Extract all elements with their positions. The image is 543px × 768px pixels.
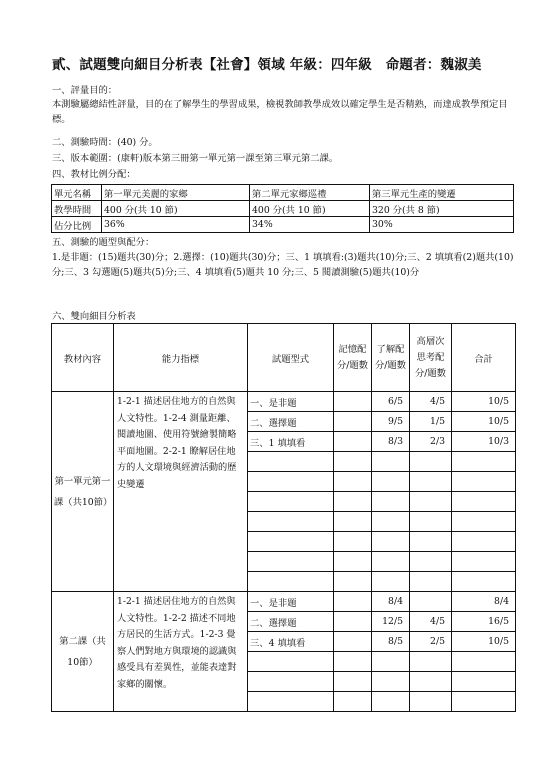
empty-cell xyxy=(334,572,372,592)
empty-cell xyxy=(410,512,452,532)
empty-cell xyxy=(248,492,334,512)
empty-cell xyxy=(334,532,372,552)
empty-cell xyxy=(372,672,410,692)
empty-cell xyxy=(248,672,334,692)
empty-cell xyxy=(372,492,410,512)
item-higher: 4/5 xyxy=(410,392,452,412)
table-header-row xyxy=(52,324,516,392)
empty-cell xyxy=(372,552,410,572)
section-ratio-heading: 四、教材比例分配： xyxy=(52,169,136,180)
empty-cell xyxy=(410,472,452,492)
empty-cell xyxy=(248,652,334,672)
item-type: 二、選擇題 xyxy=(248,612,334,632)
item-higher: 4/5 xyxy=(410,612,452,632)
empty-cell xyxy=(452,512,516,532)
table-cell: 教學時間 xyxy=(52,201,102,217)
table-row xyxy=(52,217,514,233)
empty-cell xyxy=(248,472,334,492)
item-type: 一、是非題 xyxy=(248,392,334,412)
section-types-text: 1.是非題：(15)題共(30)分；2.選擇：(10)題共(30)分；三、1 填填看:(3)題共(10)分;三、2 填填看(2)題共(10)分;三、3 勾選題(5)題共(5)分;三、4 填填看(5)題共 10 分;三、5 閱讀測驗(5)題共(10)分 xyxy=(52,252,514,278)
empty-cell xyxy=(372,652,410,672)
item-total: 16/5 xyxy=(452,612,516,632)
header-ability: 能力指標 xyxy=(114,324,248,392)
item-memory xyxy=(334,432,372,452)
item-type: 一、是非題 xyxy=(248,592,334,612)
header-memory: 記憶配分/題數 xyxy=(334,324,372,392)
header-understand: 了解配分/題數 xyxy=(372,324,410,392)
empty-cell xyxy=(334,652,372,672)
header-content: 教材內容 xyxy=(52,324,114,392)
empty-cell xyxy=(410,452,452,472)
item-type: 三、1 填填看 xyxy=(248,432,334,452)
empty-cell xyxy=(372,532,410,552)
empty-cell xyxy=(452,492,516,512)
item-understand: 8/3 xyxy=(372,432,410,452)
empty-cell xyxy=(334,692,372,712)
item-type: 二、選擇題 xyxy=(248,412,334,432)
section-types-heading: 五、測驗的題型與配分： xyxy=(52,237,155,248)
empty-cell xyxy=(410,572,452,592)
item-understand: 6/5 xyxy=(372,392,410,412)
table-row xyxy=(52,185,514,201)
table-cell: 34% xyxy=(250,217,370,233)
empty-cell xyxy=(452,472,516,492)
empty-cell xyxy=(410,532,452,552)
header-total: 合計 xyxy=(452,324,516,392)
empty-cell xyxy=(452,652,516,672)
empty-cell xyxy=(248,512,334,532)
table-row xyxy=(52,592,516,612)
item-total: 10/5 xyxy=(452,632,516,652)
ratio-table xyxy=(51,184,514,233)
item-type: 三、4 填填看 xyxy=(248,632,334,652)
empty-cell xyxy=(372,472,410,492)
empty-cell xyxy=(452,532,516,552)
table-cell: 佔分比例 xyxy=(52,217,102,233)
header-higher: 高層次思考配分/題數 xyxy=(410,324,452,392)
empty-cell xyxy=(248,552,334,572)
table-cell: 36% xyxy=(102,217,250,233)
table-cell: 30% xyxy=(370,217,514,233)
empty-cell xyxy=(334,672,372,692)
table-cell: 400 分(共 10 節) xyxy=(250,201,370,217)
item-higher: 1/5 xyxy=(410,412,452,432)
table-row xyxy=(52,392,516,412)
table-row xyxy=(52,201,514,217)
empty-cell xyxy=(334,552,372,572)
empty-cell xyxy=(248,532,334,552)
empty-cell xyxy=(410,672,452,692)
empty-cell xyxy=(372,692,410,712)
unit2-abilities: 1-2-1 描述居住地方的自然與人文特性。1-2-2 描述不同地方居民的生活方式。1-2-3 覺察人們對地方與環境的認識與感受具有差異性，並能表達對家鄉的關懷。 xyxy=(114,592,248,712)
empty-cell xyxy=(410,552,452,572)
empty-cell xyxy=(334,472,372,492)
header-type: 試題型式 xyxy=(248,324,334,392)
section-analysis-heading: 六、雙向細目分析表 xyxy=(52,311,136,322)
item-memory xyxy=(334,632,372,652)
unit1-abilities: 1-2-1 描述居住地方的自然與人文特性。1-2-4 測量距離、閱讀地圖、使用符號繪製簡略平面地圖。2-2-1 瞭解居住地方的人文環境與經濟活動的歷史變遷 xyxy=(114,392,248,592)
section-time: 二、測驗時間：(40) 分。 xyxy=(52,137,158,148)
empty-cell xyxy=(410,492,452,512)
item-understand: 9/5 xyxy=(372,412,410,432)
item-understand: 8/4 xyxy=(372,592,410,612)
item-memory xyxy=(334,392,372,412)
empty-cell xyxy=(452,452,516,472)
empty-cell xyxy=(248,692,334,712)
item-understand: 12/5 xyxy=(372,612,410,632)
empty-cell xyxy=(372,452,410,472)
item-memory xyxy=(334,592,372,612)
empty-cell xyxy=(410,692,452,712)
item-total: 10/5 xyxy=(452,392,516,412)
section-purpose-heading: 一、評量目的： xyxy=(52,85,118,96)
empty-cell xyxy=(334,512,372,532)
table-cell: 320 分(共 8 節) xyxy=(370,201,514,217)
item-memory xyxy=(334,412,372,432)
table-cell: 單元名稱 xyxy=(52,185,102,201)
item-total: 10/5 xyxy=(452,412,516,432)
item-higher xyxy=(410,592,452,612)
empty-cell xyxy=(248,572,334,592)
empty-cell xyxy=(410,652,452,672)
empty-cell xyxy=(334,492,372,512)
section-scope: 三、版本範圍：(康軒)版本第三冊第一單元第一課至第三單元第二課。 xyxy=(52,153,339,164)
table-cell: 400 分(共 10 節) xyxy=(102,201,250,217)
empty-cell xyxy=(334,452,372,472)
empty-cell xyxy=(452,692,516,712)
unit2-name: 第二課（共10節） xyxy=(52,592,114,712)
item-total: 8/4 xyxy=(452,592,516,612)
page-title: 貳、試題雙向細目分析表【社會】領域 年級：四年級 命題者：魏淑美 xyxy=(52,57,482,73)
table-cell: 第三單元生產的變遷 xyxy=(370,185,514,201)
empty-cell xyxy=(372,512,410,532)
table-cell: 第一單元美麗的家鄉 xyxy=(102,185,250,201)
table-cell: 第二單元家鄉巡禮 xyxy=(250,185,370,201)
empty-cell xyxy=(452,552,516,572)
unit1-name: 第一單元第一課（共10節） xyxy=(52,392,114,592)
item-total: 10/3 xyxy=(452,432,516,452)
empty-cell xyxy=(452,672,516,692)
empty-cell xyxy=(372,572,410,592)
item-higher: 2/5 xyxy=(410,632,452,652)
section-purpose-text: 本測驗屬總結性評量，目的在了解學生的學習成果，檢視教師教學成效以確定學生是否精熟，而達成教學預定目標。 xyxy=(52,99,508,125)
item-understand: 8/5 xyxy=(372,632,410,652)
empty-cell xyxy=(452,572,516,592)
empty-cell xyxy=(248,452,334,472)
analysis-table xyxy=(51,323,516,712)
item-memory xyxy=(334,612,372,632)
item-higher: 2/3 xyxy=(410,432,452,452)
